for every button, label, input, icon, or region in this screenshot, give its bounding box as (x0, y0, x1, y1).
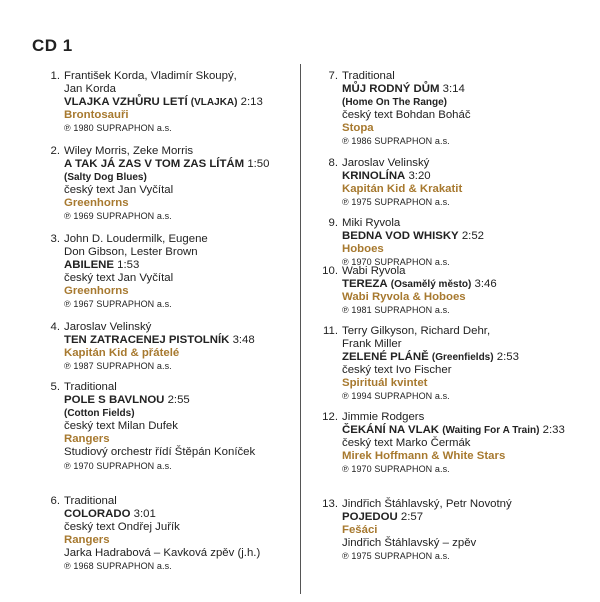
copyright-text: 1970 SUPRAPHON a.s. (73, 460, 172, 471)
track-writer: Terry Gilkyson, Richard Dehr, (342, 325, 491, 337)
track-title-subtitle: (Osamělý město) (390, 279, 472, 291)
track-extra-credit: Jarka Hadrabová – Kavková zpěv (j.h.) (64, 547, 261, 560)
track-writer: Jaroslav Velinský (64, 321, 152, 333)
track-lyrics-credit: český text Milan Dufek (64, 420, 178, 433)
track-artist: Greenhorns (64, 197, 129, 210)
track-number: 7. (328, 70, 338, 82)
track-extra-credit: Studiový orchestr řídí Štěpán Koníček (64, 446, 256, 459)
phonogram-symbol: ℗ (64, 361, 71, 372)
track-item (314, 157, 594, 209)
track-title-line (64, 394, 294, 407)
track-item (314, 265, 594, 317)
track-copyright (342, 196, 594, 209)
track-original-title: (Cotton Fields) (64, 408, 135, 420)
track-writer: Jaroslav Velinský (342, 157, 430, 169)
track-lyrics-credit: český text Jan Vyčítal (64, 184, 174, 197)
track-title-line (342, 170, 594, 183)
track-writer: Don Gibson, Lester Brown (64, 246, 198, 259)
track-title: VLAJKA VZHŮRU LETÍ (64, 96, 188, 109)
page-heading: CD 1 (32, 36, 73, 55)
track-lyrics-credit: český text Jan Vyčítal (64, 272, 174, 285)
track-lyrics-credit: český text Marko Čermák (342, 437, 471, 450)
track-item (314, 325, 594, 404)
copyright-text: 1987 SUPRAPHON a.s. (73, 361, 172, 372)
track-artist: Rangers (64, 433, 110, 446)
track-title-line (342, 351, 594, 364)
phonogram-symbol: ℗ (342, 257, 349, 268)
track-duration: 1:50 (247, 158, 270, 171)
track-number: 13. (322, 498, 338, 510)
track-item (314, 411, 594, 476)
track-item (314, 217, 594, 269)
track-artist: Spirituál kvintet (342, 377, 428, 390)
phonogram-symbol: ℗ (342, 197, 349, 208)
track-duration: 2:33 (542, 424, 565, 437)
copyright-text: 1975 SUPRAPHON a.s. (351, 197, 450, 208)
track-copyright (342, 135, 594, 148)
track-copyright (64, 360, 294, 373)
track-title-line (64, 158, 294, 171)
track-title: BEDNA VOD WHISKY (342, 230, 459, 243)
phonogram-symbol: ℗ (64, 460, 71, 471)
track-artist: Brontosauři (64, 109, 129, 122)
phonogram-symbol: ℗ (64, 123, 71, 134)
track-copyright (64, 210, 294, 223)
track-title-subtitle: (Greenfields) (431, 352, 494, 364)
track-copyright (64, 298, 294, 311)
track-item (314, 70, 594, 149)
track-number: 5. (50, 381, 60, 393)
track-duration: 3:20 (408, 170, 431, 183)
column-divider (300, 64, 301, 594)
track-artist: Kapitán Kid & Krakatit (342, 183, 463, 196)
track-duration: 2:53 (496, 351, 519, 364)
track-number: 3. (50, 233, 60, 245)
track-copyright (64, 122, 294, 135)
track-item (36, 495, 294, 574)
track-item (36, 381, 294, 473)
track-number: 11. (323, 325, 338, 337)
track-title-line (342, 424, 594, 437)
track-artist: Mirek Hoffmann & White Stars (342, 450, 506, 463)
track-title-line (342, 511, 594, 524)
track-copyright (342, 304, 594, 317)
track-title-subtitle: (VLAJKA) (190, 97, 238, 109)
track-number: 12. (322, 411, 338, 423)
track-writer: John D. Loudermilk, Eugene (64, 233, 208, 245)
copyright-text: 1981 SUPRAPHON a.s. (351, 305, 450, 316)
track-item (36, 70, 294, 135)
track-duration: 3:01 (133, 508, 156, 521)
phonogram-symbol: ℗ (342, 136, 349, 147)
track-duration: 3:14 (442, 83, 465, 96)
track-writer: Jan Korda (64, 83, 116, 96)
track-writer: Wiley Morris, Zeke Morris (64, 145, 194, 157)
track-artist: Fešáci (342, 524, 378, 537)
track-title: TEREZA (342, 278, 388, 291)
track-artist: Rangers (64, 534, 110, 547)
copyright-text: 1969 SUPRAPHON a.s. (73, 211, 172, 222)
track-title-line (64, 96, 294, 109)
track-lyrics-credit: český text Ondřej Juřík (64, 521, 180, 534)
track-writer: František Korda, Vladimír Skoupý, (64, 70, 237, 82)
track-duration: 3:48 (232, 334, 255, 347)
track-copyright (342, 550, 594, 563)
track-title: ZELENÉ PLÁNĚ (342, 351, 429, 364)
track-title: COLORADO (64, 508, 131, 521)
copyright-text: 1975 SUPRAPHON a.s. (351, 551, 450, 562)
track-title-subtitle: (Waiting For A Train) (442, 425, 540, 437)
track-title: ABILENE (64, 259, 114, 272)
track-lyrics-credit: český text Ivo Fischer (342, 364, 452, 377)
track-item (314, 498, 594, 563)
track-artist: Wabi Ryvola & Hoboes (342, 291, 466, 304)
track-writer: Traditional (64, 381, 117, 393)
track-number: 10. (322, 265, 338, 277)
copyright-text: 1980 SUPRAPHON a.s. (73, 123, 172, 134)
track-number: 8. (328, 157, 338, 169)
track-title: A TAK JÁ ZAS V TOM ZAS LÍTÁM (64, 158, 245, 171)
track-writer: Jimmie Rodgers (342, 411, 425, 423)
phonogram-symbol: ℗ (342, 305, 349, 316)
track-writer: Miki Ryvola (342, 217, 401, 229)
track-title: TEN ZATRACENEJ PISTOLNÍK (64, 334, 230, 347)
track-artist: Kapitán Kid & přátelé (64, 347, 180, 360)
phonogram-symbol: ℗ (64, 211, 71, 222)
copyright-text: 1986 SUPRAPHON a.s. (351, 136, 450, 147)
track-title: POJEDOU (342, 511, 398, 524)
track-copyright (64, 560, 294, 573)
track-duration: 3:46 (474, 278, 497, 291)
phonogram-symbol: ℗ (64, 299, 71, 310)
track-title: POLE S BAVLNOU (64, 394, 165, 407)
phonogram-symbol: ℗ (64, 561, 71, 572)
copyright-text: 1970 SUPRAPHON a.s. (351, 464, 450, 475)
track-item (36, 233, 294, 312)
track-artist: Hoboes (342, 243, 384, 256)
track-title-line (342, 278, 594, 291)
track-original-title: (Salty Dog Blues) (64, 172, 147, 184)
track-writer: Traditional (342, 70, 395, 82)
track-title-line (342, 83, 594, 96)
track-title-line (64, 508, 294, 521)
track-artist: Greenhorns (64, 285, 129, 298)
track-extra-credit: Jindřich Štáhlavský – zpěv (342, 537, 477, 550)
copyright-text: 1967 SUPRAPHON a.s. (73, 299, 172, 310)
track-title-line (64, 334, 294, 347)
track-title-line (342, 230, 594, 243)
track-copyright (342, 463, 594, 476)
track-title: KRINOLÍNA (342, 170, 406, 183)
track-number: 2. (50, 145, 60, 157)
copyright-text: 1970 SUPRAPHON a.s. (351, 257, 450, 268)
track-number: 6. (50, 495, 60, 507)
phonogram-symbol: ℗ (342, 551, 349, 562)
track-number: 9. (328, 217, 338, 229)
track-original-title: (Home On The Range) (342, 97, 448, 109)
track-duration: 2:57 (400, 511, 424, 524)
phonogram-symbol: ℗ (342, 464, 349, 475)
phonogram-symbol: ℗ (342, 391, 349, 402)
track-duration: 2:52 (461, 230, 484, 243)
track-title: MŮJ RODNÝ DŮM (342, 83, 440, 96)
track-number: 4. (50, 321, 60, 333)
track-duration: 1:53 (117, 259, 140, 272)
track-copyright (64, 460, 294, 473)
copyright-text: 1968 SUPRAPHON a.s. (73, 561, 172, 572)
track-item (36, 145, 294, 224)
track-copyright (342, 390, 594, 403)
copyright-text: 1994 SUPRAPHON a.s. (351, 391, 450, 402)
track-artist: Stopa (342, 122, 374, 135)
track-item (36, 321, 294, 373)
track-number: 1. (50, 70, 60, 82)
track-title-line (64, 259, 294, 272)
track-duration: 2:55 (167, 394, 190, 407)
track-writer: Frank Miller (342, 338, 402, 351)
track-title: ČEKÁNÍ NA VLAK (342, 424, 440, 437)
track-writer: Wabi Ryvola (342, 265, 406, 277)
track-writer: Jindřich Štáhlavský, Petr Novotný (342, 498, 512, 510)
track-writer: Traditional (64, 495, 117, 507)
track-lyrics-credit: český text Bohdan Boháč (342, 109, 471, 122)
track-duration: 2:13 (240, 96, 263, 109)
